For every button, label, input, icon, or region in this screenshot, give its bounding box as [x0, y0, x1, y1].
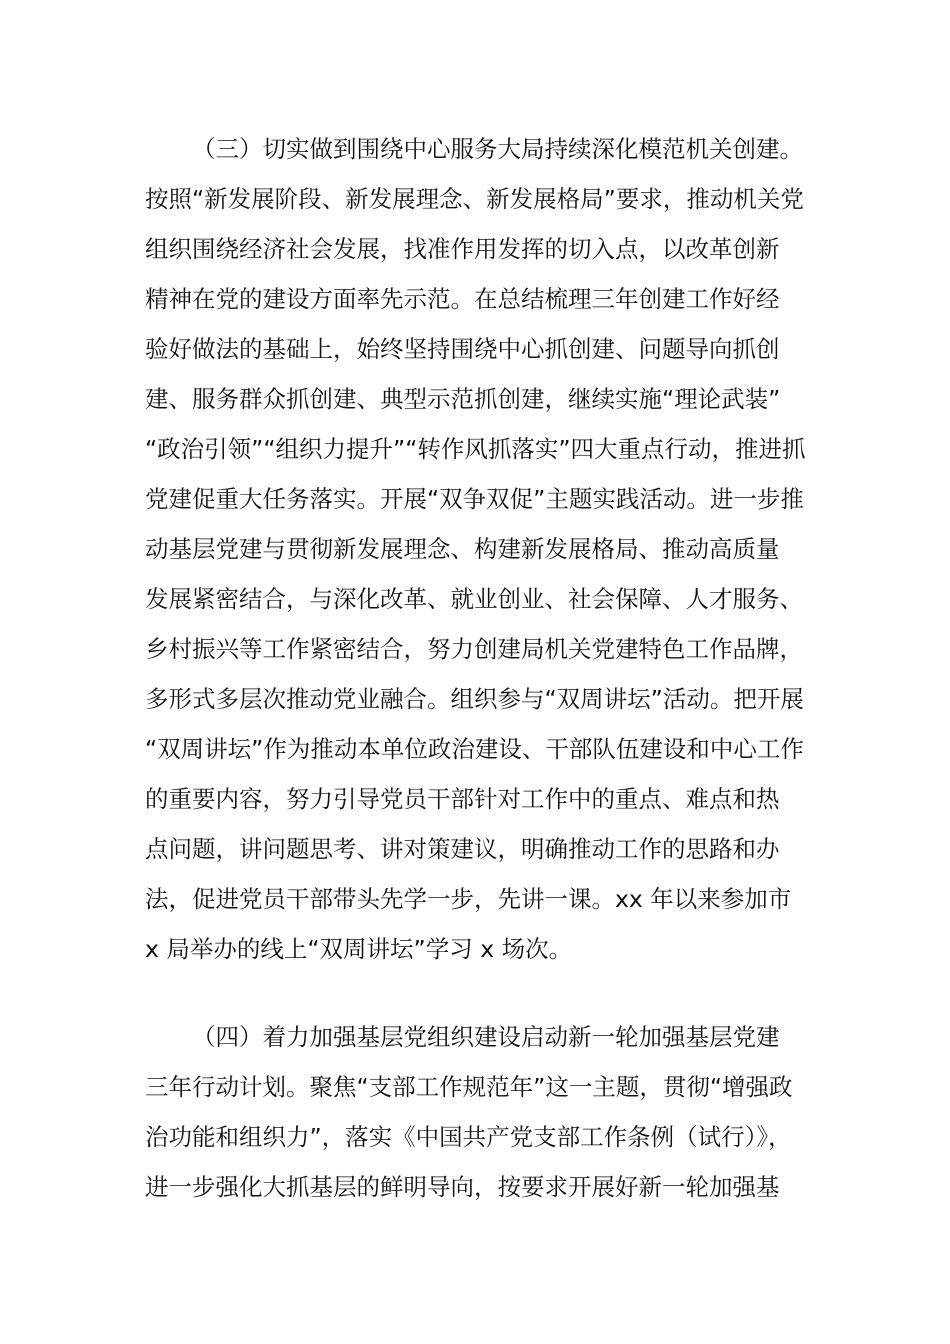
- text-line: 治功能和组织力”，落实《中国共产党支部工作条例（试行）》，: [145, 1123, 792, 1151]
- text-line: 乡村振兴等工作紧密结合，努力创建局机关党建特色工作品牌，: [145, 635, 803, 663]
- text-line: 三年行动计划。聚焦“支部工作规范年”这一主题，贯彻“增强政: [145, 1073, 793, 1101]
- text-line: 验好做法的基础上，始终坚持围绕中心抓创建、问题导向抓创: [145, 335, 780, 363]
- text-line: 多形式多层次推动党业融合。组织参与“双周讲坛”活动。把开展: [145, 685, 804, 713]
- text-line: 动基层党建与贯彻新发展理念、构建新发展格局、推动高质量: [145, 535, 780, 563]
- text-line: 建、服务群众抓创建、典型示范抓创建，继续实施“理论武装”: [145, 385, 781, 413]
- text-line: 党建促重大任务落实。开展“双争双促”主题实践活动。进一步推: [145, 485, 804, 513]
- text-line: 精神在党的建设方面率先示范。在总结梳理三年创建工作好经: [145, 285, 780, 313]
- text-line: 点问题，讲问题思考、讲对策建议，明确推动工作的思路和办: [145, 835, 780, 863]
- document-body: [145, 124, 815, 1212]
- text-line: 发展紧密结合，与深化改革、就业创业、社会保障、人才服务、: [145, 585, 803, 613]
- text-line: “政治引领”“组织力提升”“转作风抓落实”四大重点行动，推进抓: [145, 435, 806, 463]
- text-line: 进一步强化大抓基层的鲜明导向，按要求开展好新一轮加强基: [145, 1173, 780, 1201]
- text-line: 组织围绕经济社会发展，找准作用发挥的切入点，以改革创新: [145, 235, 780, 263]
- text-line: x 局举办的线上“双周讲坛”学习 x 场次。: [145, 935, 573, 963]
- text-line: 的重要内容，努力引导党员干部针对工作中的重点、难点和热: [145, 785, 780, 813]
- text-line: （四）着力加强基层党组织建设启动新一轮加强基层党建: [192, 1023, 780, 1051]
- text-line: 法，促进党员干部带头先学一步，先讲一课。xx 年以来参加市: [145, 885, 792, 913]
- text-line: “双周讲坛”作为推动本单位政治建设、干部队伍建设和中心工作: [145, 735, 804, 763]
- paragraph-section-3: [145, 124, 815, 974]
- text-line: 按照“新发展阶段、新发展理念、新发展格局”要求，推动机关党: [145, 185, 804, 213]
- paragraph-section-4: [145, 1012, 815, 1212]
- text-line: （三）切实做到围绕中心服务大局持续深化模范机关创建。: [192, 135, 803, 163]
